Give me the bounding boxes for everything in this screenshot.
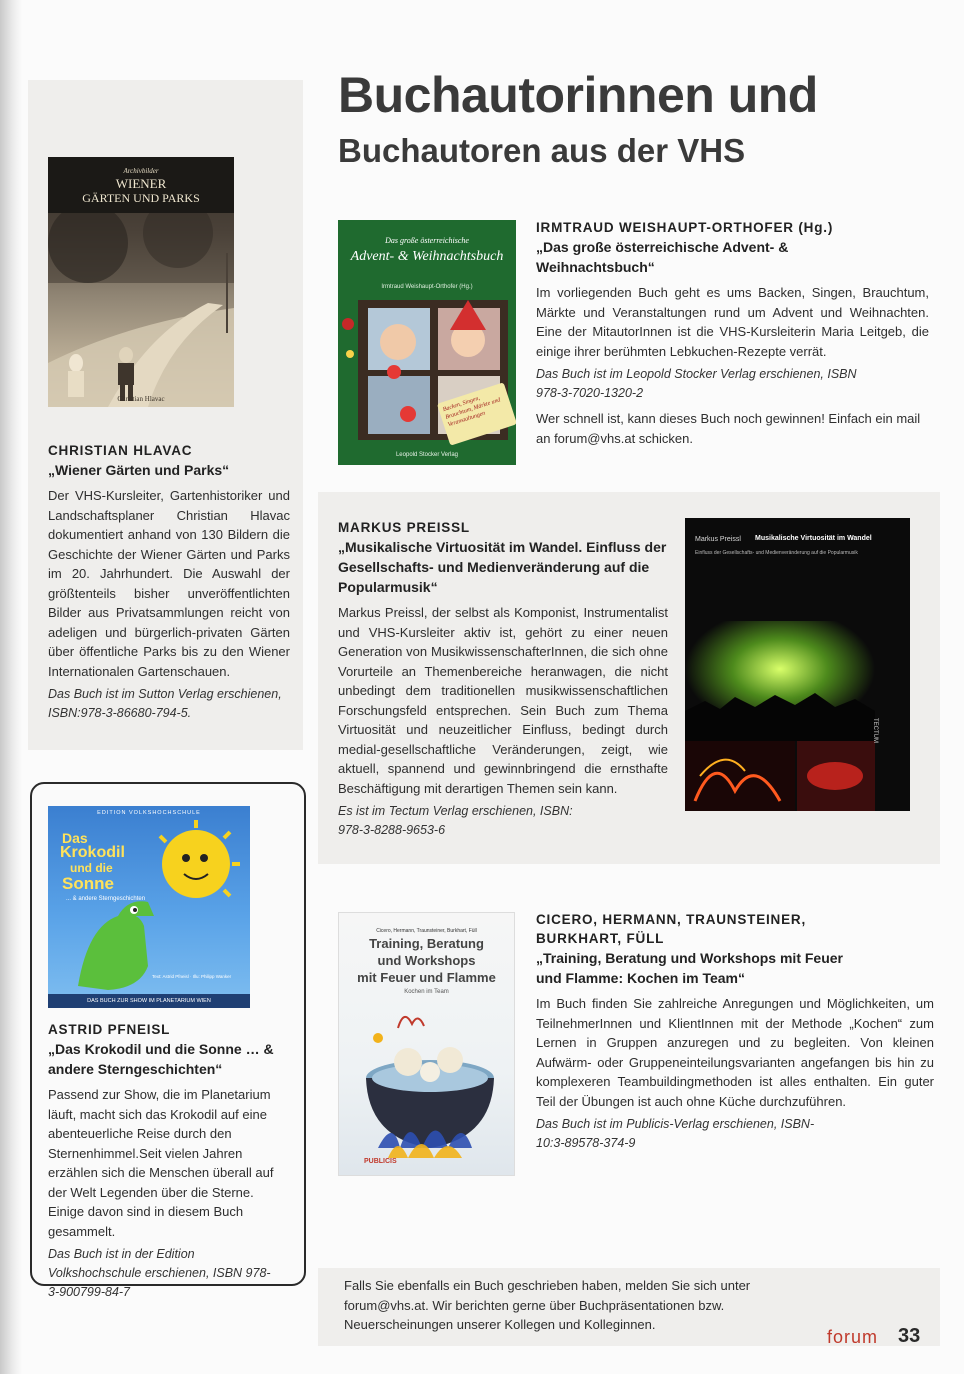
author-name: CICERO, HERMANN, TRAUNSTEINER, BURKHART, FÜLL	[536, 912, 807, 946]
book-cover-krokodil	[48, 806, 250, 1008]
book-text-preissl	[338, 518, 668, 840]
book-title: „Das Krokodil und die Sonne … & andere Sterngeschichten“	[48, 1041, 274, 1077]
cover-title-line1: WIENER	[115, 176, 167, 191]
book-extra-note: Wer schnell ist, kann dieses Buch noch gewinnen! Einfach ein mail an forum@vhs.at schicken.	[536, 411, 921, 446]
book-title: „Musikalische Virtuosität im Wandel. Einfluss der Gesellschafts- und Medienveränderung auf die Popularmusik“	[338, 539, 667, 595]
cover-author: Christian Hlavac	[117, 395, 165, 403]
book-text-hlavac	[48, 441, 290, 723]
cover-title-line1: Training, Beratung	[369, 936, 484, 951]
book-title: „Training, Beratung und Workshops mit Feuer und Flamme: Kochen im Team“	[536, 950, 843, 986]
cover-title-line2: und Workshops	[377, 953, 476, 968]
book-description: Im vorliegenden Buch geht es ums Backen, Singen, Brauchtum, Märkte und Veranstaltungen rund um Advent und Weihnachten. Eine der MitautorInnen ist die VHS-Kursleiterin Maria Leitgeb, die einige ihrer berühmten Lebkuchen-Rezepte verrät.	[536, 285, 929, 359]
cover-concert-photo	[685, 561, 910, 811]
cover-pot-illustration	[338, 998, 515, 1168]
cover-title-line2: GÄRTEN UND PARKS	[82, 191, 200, 205]
book-description: Passend zur Show, die im Planetarium läuft, macht sich das Krokodil auf eine abenteuerliche Reise durch den Sternenhimmel.Seit vielen Jahren erzählen sich die Menschen überall auf der Welt Legenden über die Sterne. Einige davon sind in diesem Buch gesammelt.	[48, 1087, 274, 1239]
page-number: 33	[898, 1325, 921, 1347]
cover-publisher: Leopold Stocker Verlag	[395, 452, 459, 458]
book-title: „Wiener Gärten und Parks“	[48, 462, 230, 478]
cover-title-line3: mit Feuer und Flamme	[357, 970, 496, 985]
book-title: „Das große österreichische Advent- & Weihnachtsbuch“	[536, 239, 789, 275]
cover-subtitle: Kochen im Team	[404, 989, 449, 995]
cover-credit: Text: Astrid Pfneisl · Illu: Philipp Wanker	[152, 974, 232, 979]
cover-publisher: TECTUM	[872, 718, 878, 743]
book-description: Der VHS-Kursleiter, Gartenhistoriker und Landschaftsplaner Christian Hlavac dokumentiert anhand von 130 Bildern die Geschichte der Wiener Gärten und Parks im 20. Jahrhundert. Die Auswahl der größtenteils bisher unveröffentlichten Bilder aus Privatsammlungen reicht von adeligen und bürgerlich-privaten Gärten über öffentliche Parks bis zu den Wiener Internationalen Gartenschauen.	[48, 488, 290, 679]
cover-title-line2: Krokodil	[60, 844, 125, 861]
book-cover-preissl	[685, 518, 910, 811]
page-subtitle: Buchautoren aus der VHS	[338, 132, 746, 169]
book-text-pfneisl	[48, 1020, 282, 1302]
cover-title-line1: Das	[62, 830, 88, 846]
author-name: IRMTRAUD WEISHAUPT-ORTHOFER (Hg.)	[536, 220, 834, 235]
book-publisher: Das Buch ist im Sutton Verlag erschienen, ISBN:978-3-86680-794-5.	[48, 687, 282, 720]
book-description: Im Buch finden Sie zahlreiche Anregungen und Möglichkeiten, um TeilnehmerInnen und KlientInnen mit der Methode „Kochen“ zum Lernen in Gruppen anzuregen und zu begleiten. Von kleinen Aufwärm- oder Gruppeneinteilungsvarianten angefangen bis hin zu komplexeren Teambuildingmethoden ist alles enthalten. Ein guter Teil der Übungen ist auch ohne Küche durchzuführen.	[536, 996, 934, 1109]
book-cover-hlavac	[48, 157, 234, 407]
cover-series: Archivbilder	[123, 167, 159, 175]
cover-author: Markus Preissl	[695, 536, 741, 543]
footer-note: Falls Sie ebenfalls ein Buch geschrieben haben, melden Sie sich unter forum@vhs.at. Wir berichten gerne über Buchpräsentationen bzw. Neuerscheinungen unserer Kollegen und Kolleginnen.	[344, 1278, 751, 1332]
cover-title-small: Das große österreichische	[385, 236, 469, 245]
book-publisher: Das Buch ist im Publicis-Verlag erschienen, ISBN-10:3-89578-374-9	[536, 1117, 815, 1150]
footer-brand: forum	[827, 1327, 879, 1347]
author-name: ASTRID PFNEISL	[48, 1022, 171, 1037]
book-text-advent	[536, 218, 936, 448]
cover-series: EDITION VOLKSHOCHSCHULE	[97, 810, 201, 816]
cover-footer: DAS BUCH ZUR SHOW IM PLANETARIUM WIEN	[87, 998, 211, 1004]
cover-editor: Irmtraud Weishaupt-Orthofer (Hg.)	[381, 284, 473, 290]
cover-title: Musikalische Virtuosität im Wandel	[755, 535, 872, 542]
page-title: Buchautorinnen und	[338, 67, 818, 123]
cover-publisher: PUBLICIS	[364, 1158, 397, 1165]
cover-photo	[48, 213, 234, 407]
book-cover-advent	[338, 220, 516, 465]
author-name: MARKUS PREISSL	[338, 520, 470, 535]
cover-title-big: Advent- & Weihnachtsbuch	[350, 249, 504, 264]
page-gutter	[0, 0, 22, 1374]
book-publisher: Das Buch ist im Leopold Stocker Verlag erschienen, ISBN 978-3-7020-1320-2	[536, 367, 857, 400]
cover-title-line5: ... & andere Sterngeschichten	[66, 896, 146, 902]
cover-sticker-text: Backen, Singen, Brauchtum, Märkte und Veranstaltungen	[442, 395, 502, 429]
book-cover-kochen	[338, 912, 515, 1176]
cover-subtitle: Einfluss der Gesellschafts- und Medienveränderung auf die Popularmusik	[695, 550, 858, 556]
book-text-kochen	[536, 910, 934, 1153]
author-name: CHRISTIAN HLAVAC	[48, 443, 193, 458]
book-publisher: Es ist im Tectum Verlag erschienen, ISBN: 978-3-8288-9653-6	[338, 804, 573, 837]
cover-authors: Cicero, Hermann, Traunsteiner, Burkhart, Füll	[376, 928, 477, 934]
book-description: Markus Preissl, der selbst als Komponist, Instrumentalist und VHS-Kursleiter aktiv ist, gehört zu einer neuen Generation von MusikwissenschafterInnen, die sich ohne Vorurteile an Themenbereiche heranwagen, die nicht unbedingt dem traditionellen musikwissenschaftlichen Forschungsfeld entsprechen. Sein Buch zum Thema Virtuosität und neuzeitlicher Einfluss, bedingt durch medial-gesellschaftliche Veränderungen, zeigt, wie aktuell, spannend und gewinnbringend die ernsthafte Beschäftigung mit derartigen Themen sein kann.	[338, 605, 668, 796]
cover-title-line4: Sonne	[62, 874, 114, 893]
book-publisher: Das Buch ist in der Edition Volkshochschule erschienen, ISBN 978-3-900799-84-7	[48, 1247, 271, 1299]
cover-title-line3: und die	[70, 861, 113, 875]
